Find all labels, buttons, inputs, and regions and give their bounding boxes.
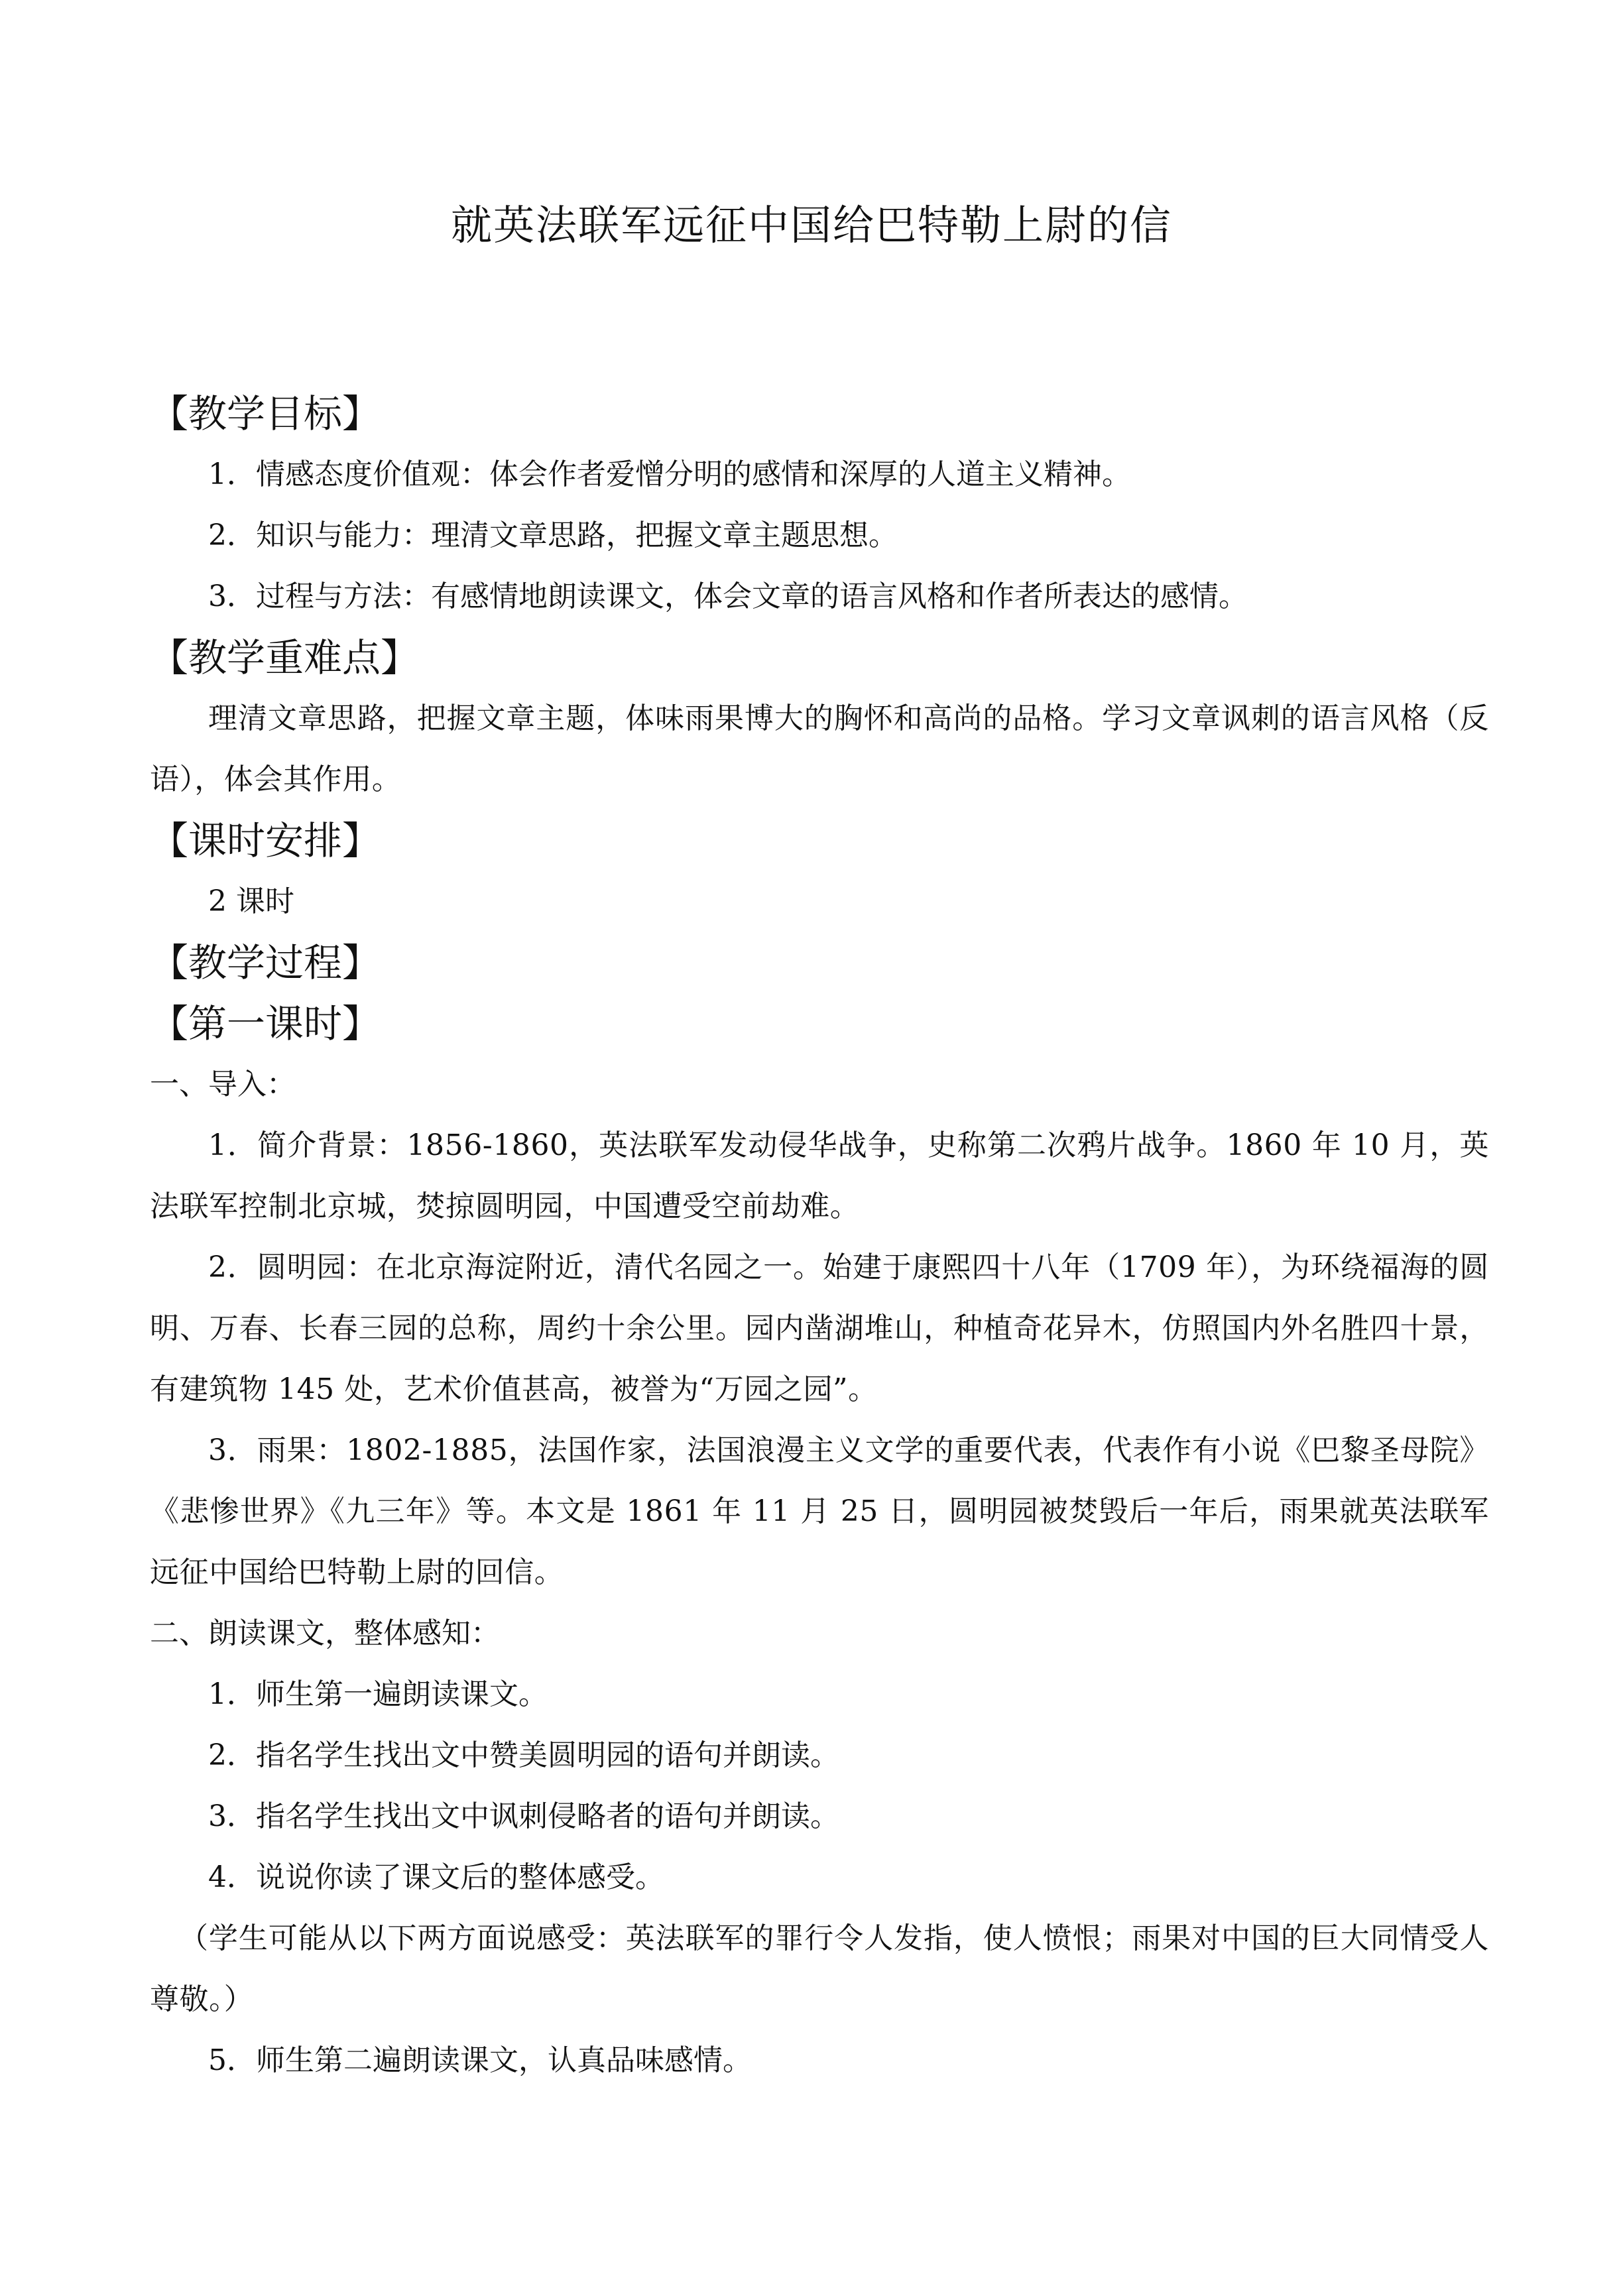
intro-heading: 一、导入： [150, 1067, 296, 1101]
objective-item-3: 3．过程与方法：有感情地朗读课文，体会文章的语言风格和作者所表达的感情。 [208, 579, 1248, 613]
reading-item-3: 3．指名学生找出文中讽刺侵略者的语句并朗读。 [208, 1799, 839, 1833]
reading-heading: 二、朗读课文，整体感知： [150, 1616, 500, 1650]
document-title: 就英法联军远征中国给巴特勒上尉的信 [450, 201, 1172, 249]
process-heading: 【教学过程】 [150, 940, 381, 985]
lesson-one-heading: 【第一课时】 [150, 1001, 381, 1046]
document-body [150, 383, 1489, 2091]
objectives-heading: 【教学目标】 [150, 391, 381, 436]
reading-item-2: 2．指名学生找出文中赞美圆明园的语句并朗读。 [208, 1738, 839, 1772]
objective-item-2: 2．知识与能力：理清文章思路，把握文章主题思想。 [208, 518, 898, 552]
reading-item-5: 5．师生第二遍朗读课文，认真品味感情。 [208, 2043, 752, 2077]
reading-item-4: 4．说说你读了课文后的整体感受。 [208, 1860, 664, 1894]
intro-item-background: 1．简介背景：1856-1860，英法联军发动侵华战争，史称第二次鸦片战争。1860 年 10 月，英法联军控制北京城，焚掠圆明园，中国遭受空前劫难。 [150, 1128, 1489, 1223]
key-points-text: 理清文章思路，把握文章主题，体味雨果博大的胸怀和高尚的品格。学习文章讽刺的语言风格（反语），体会其作用。 [150, 701, 1489, 796]
key-points-heading: 【教学重难点】 [150, 635, 420, 680]
schedule-text: 2 课时 [208, 884, 294, 918]
reading-item-1: 1．师生第一遍朗读课文。 [208, 1677, 548, 1711]
objective-item-1: 1．情感态度价值观：体会作者爱憎分明的感情和深厚的人道主义精神。 [208, 457, 1131, 491]
reading-note: （学生可能从以下两方面说感受：英法联军的罪行令人发指，使人愤恨；雨果对中国的巨大同情受人尊敬。） [150, 1921, 1489, 2016]
schedule-heading: 【课时安排】 [150, 818, 381, 863]
intro-item-yuanmingyuan: 2．圆明园：在北京海淀附近，清代名园之一。始建于康熙四十八年（1709 年），为环绕福海的圆明、万春、长春三园的总称，周约十余公里。园内凿湖堆山，种植奇花异木，仿照国内外名胜四十景，有建筑物 145 处，艺术价值甚高，被誉为“万园之园”。 [150, 1250, 1489, 1406]
intro-item-hugo: 3．雨果：1802-1885，法国作家，法国浪漫主义文学的重要代表，代表作有小说《巴黎圣母院》《悲惨世界》《九三年》等。本文是 1861 年 11 月 25 日，圆明园被焚毁后一年后，雨果就英法联军远征中国给巴特勒上尉的回信。 [150, 1433, 1489, 1589]
